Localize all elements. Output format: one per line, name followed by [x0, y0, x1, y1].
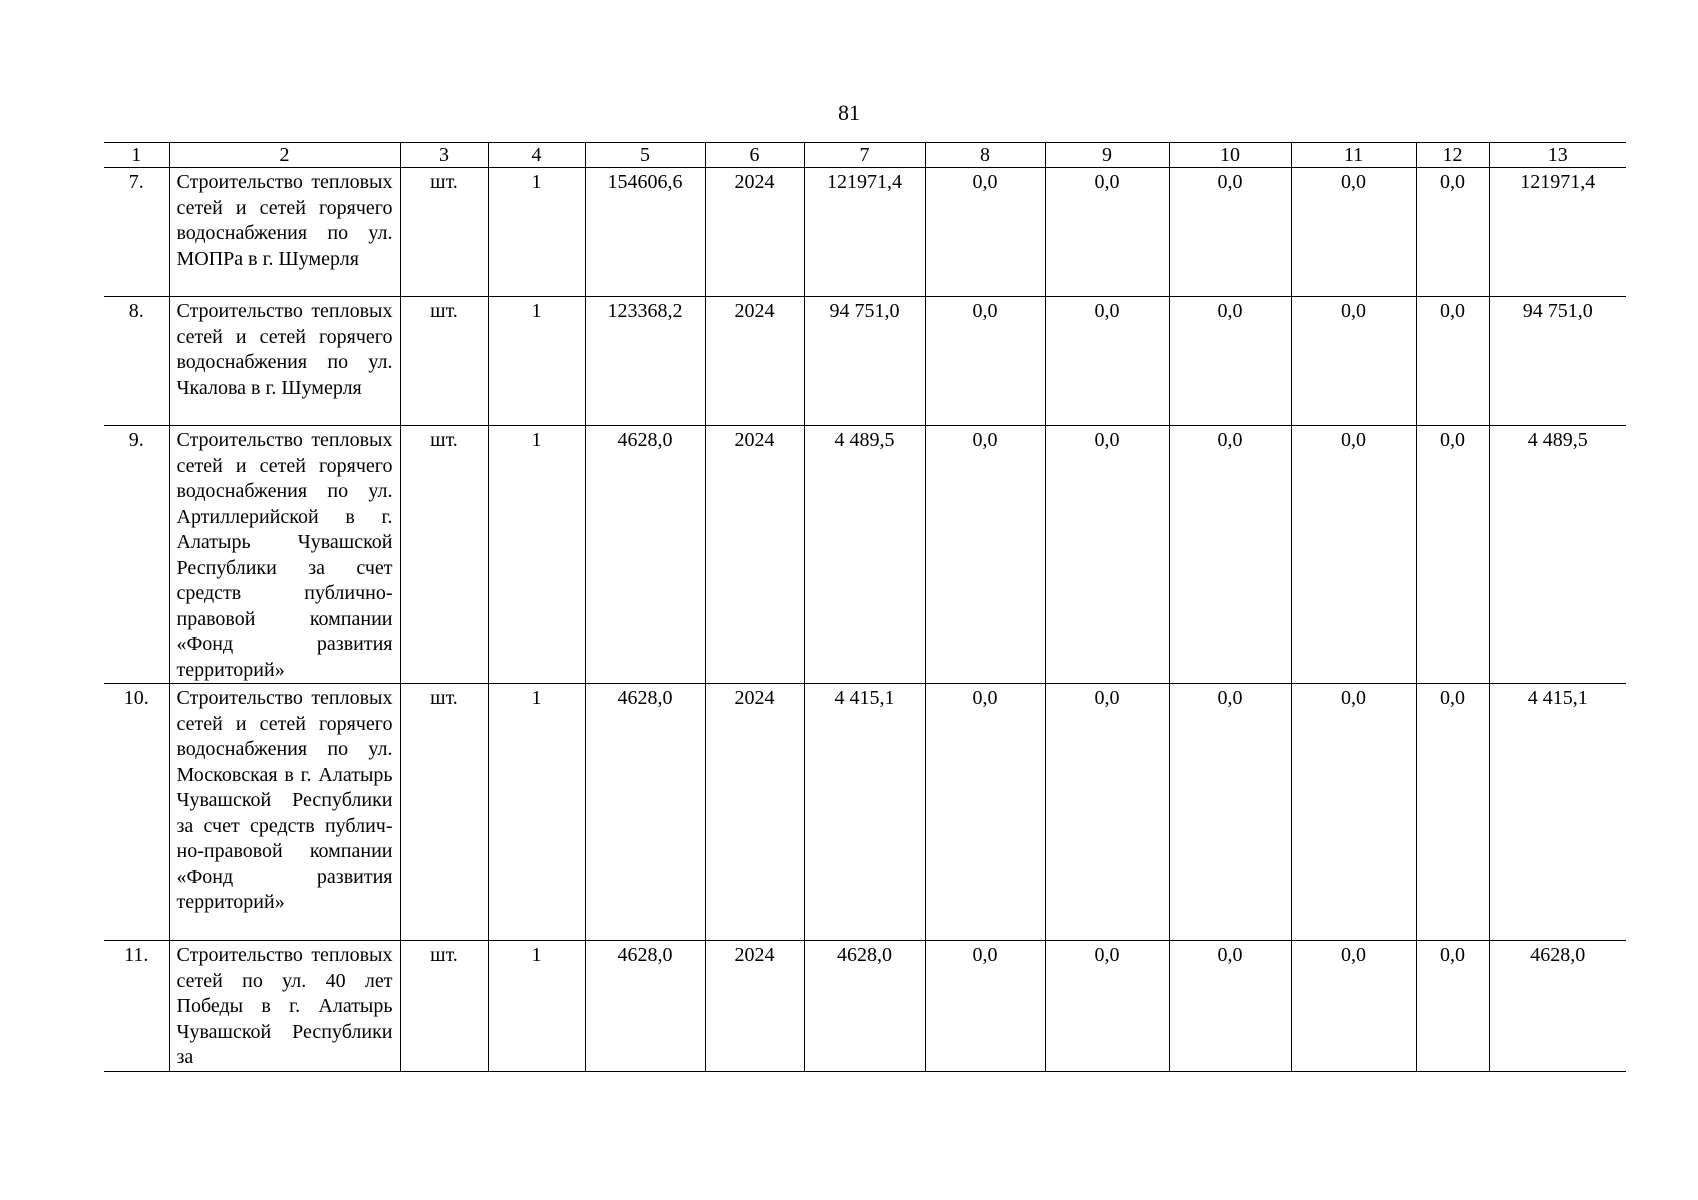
value-cell: 0,0	[1045, 426, 1169, 684]
value-cell: 0,0	[925, 426, 1045, 684]
value-cell: 0,0	[1169, 297, 1291, 426]
column-header: 2	[169, 143, 400, 168]
value-cell: 0,0	[1291, 941, 1416, 1072]
column-number-row	[104, 143, 1626, 168]
table-row	[104, 297, 1626, 426]
value-cell: 0,0	[1416, 168, 1489, 297]
value-cell: 154606,6	[585, 168, 705, 297]
quantity-cell: 1	[488, 684, 585, 941]
row-number: 9.	[104, 426, 169, 684]
value-cell: 0,0	[1291, 168, 1416, 297]
row-number: 11.	[104, 941, 169, 1072]
object-name: Строительство тепловых сетей и сетей горячего водоснабжения по ул. Артиллерийской в г. Алатырь Чувашской Республики за счет средств публично-правовой компании «Фонд развития территорий»	[169, 426, 400, 684]
column-header: 3	[400, 143, 488, 168]
value-cell: 0,0	[1291, 297, 1416, 426]
value-cell: 121971,4	[804, 168, 925, 297]
value-cell: 0,0	[1291, 426, 1416, 684]
year-cell: 2024	[705, 426, 804, 684]
value-cell: 0,0	[1169, 684, 1291, 941]
value-cell: 4 489,5	[804, 426, 925, 684]
unit-cell: шт.	[400, 684, 488, 941]
table-row	[104, 168, 1626, 297]
value-cell: 0,0	[1045, 297, 1169, 426]
year-cell: 2024	[705, 168, 804, 297]
value-cell: 4628,0	[804, 941, 925, 1072]
column-header: 12	[1416, 143, 1489, 168]
column-header: 7	[804, 143, 925, 168]
table-row	[104, 684, 1626, 941]
value-cell: 94 751,0	[1489, 297, 1626, 426]
table-row	[104, 426, 1626, 684]
value-cell: 0,0	[1169, 168, 1291, 297]
year-cell: 2024	[705, 684, 804, 941]
column-header: 1	[104, 143, 169, 168]
column-header: 13	[1489, 143, 1626, 168]
column-header: 6	[705, 143, 804, 168]
row-number: 10.	[104, 684, 169, 941]
value-cell: 0,0	[1416, 684, 1489, 941]
column-header: 8	[925, 143, 1045, 168]
value-cell: 0,0	[1291, 684, 1416, 941]
value-cell: 0,0	[1169, 941, 1291, 1072]
object-name: Строительство тепловых сетей и сетей горячего водоснабжения по ул. Чкалова в г. Шумерля	[169, 297, 400, 426]
unit-cell: шт.	[400, 297, 488, 426]
value-cell: 0,0	[1169, 426, 1291, 684]
quantity-cell: 1	[488, 297, 585, 426]
value-cell: 0,0	[1416, 297, 1489, 426]
value-cell: 0,0	[925, 297, 1045, 426]
row-number: 8.	[104, 297, 169, 426]
object-name: Строительство тепловых сетей и сетей горячего водоснабжения по ул. МОПРа в г. Шумерля	[169, 168, 400, 297]
value-cell: 0,0	[925, 684, 1045, 941]
value-cell: 4 415,1	[804, 684, 925, 941]
value-cell: 0,0	[1416, 941, 1489, 1072]
table-row	[104, 941, 1626, 1072]
value-cell: 0,0	[1045, 941, 1169, 1072]
column-header: 10	[1169, 143, 1291, 168]
column-header: 11	[1291, 143, 1416, 168]
value-cell: 4628,0	[585, 941, 705, 1072]
object-name: Строительство тепловых сетей и сетей горячего водоснабжения по ул. Московская в г. Алатырь Чувашской Республики за счет средств публично-правовой компании «Фонд развития территорий»	[169, 684, 400, 941]
value-cell: 0,0	[925, 941, 1045, 1072]
value-cell: 0,0	[925, 168, 1045, 297]
column-header: 4	[488, 143, 585, 168]
page-number: 81	[838, 100, 860, 125]
unit-cell: шт.	[400, 941, 488, 1072]
value-cell: 4628,0	[585, 426, 705, 684]
value-cell: 94 751,0	[804, 297, 925, 426]
column-header: 9	[1045, 143, 1169, 168]
value-cell: 4 415,1	[1489, 684, 1626, 941]
unit-cell: шт.	[400, 168, 488, 297]
year-cell: 2024	[705, 297, 804, 426]
value-cell: 4628,0	[1489, 941, 1626, 1072]
quantity-cell: 1	[488, 168, 585, 297]
value-cell: 0,0	[1045, 168, 1169, 297]
value-cell: 121971,4	[1489, 168, 1626, 297]
year-cell: 2024	[705, 941, 804, 1072]
quantity-cell: 1	[488, 426, 585, 684]
value-cell: 123368,2	[585, 297, 705, 426]
row-number: 7.	[104, 168, 169, 297]
value-cell: 0,0	[1045, 684, 1169, 941]
data-table	[104, 142, 1626, 1072]
value-cell: 4 489,5	[1489, 426, 1626, 684]
unit-cell: шт.	[400, 426, 488, 684]
object-name: Строительство тепловых сетей по ул. 40 лет Победы в г. Алатырь Чувашской Республики за	[169, 941, 400, 1072]
column-header: 5	[585, 143, 705, 168]
value-cell: 0,0	[1416, 426, 1489, 684]
value-cell: 4628,0	[585, 684, 705, 941]
quantity-cell: 1	[488, 941, 585, 1072]
